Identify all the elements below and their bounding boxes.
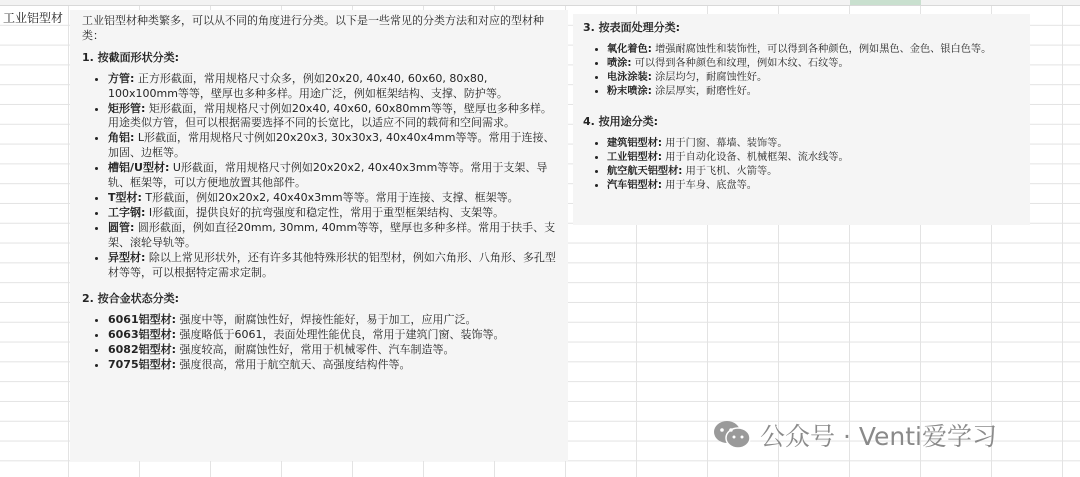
list-item: • 异型材: 除以上常见形状外，还有许多其他特殊形状的铝型材，例如六角形、八角形、多孔型材等等，可以根据特定需求定制。 — [108, 251, 558, 281]
list-item: • 6082铝型材: 强度较高，耐腐蚀性好，常用于机械零件、汽车制造等。 — [108, 343, 558, 358]
list-item: • 矩形管: 矩形截面，常用规格尺寸例如20x40, 40x60, 60x80mm等等，壁厚也多种多样。用途类似方管，但可以根据需要选择不同的长宽比，以适应不同的载荷和空间需求。 — [108, 102, 558, 132]
watermark — [712, 417, 997, 453]
list-item: • 建筑铝型材: 用于门窗、幕墙、装饰等。 — [607, 137, 1020, 151]
section-title-alloy: 2. 按合金状态分类: — [82, 292, 180, 306]
watermark-text: 公众号 · Venti爱学习 — [760, 422, 997, 451]
list-item: • 粉末喷涂: 涂层厚实，耐磨性好。 — [607, 85, 1020, 99]
usage-list — [583, 137, 1020, 193]
selected-column-header[interactable] — [850, 0, 921, 5]
list-item: • 工字钢: I形截面，提供良好的抗弯强度和稳定性，常用于重型框架结构、支架等。 — [108, 206, 558, 221]
section-title-surface: 3. 按表面处理分类: — [583, 21, 681, 34]
list-item: • 6061铝型材: 强度中等，耐腐蚀性好，焊接性能好，易于加工，应用广泛。 — [108, 313, 558, 328]
list-item: • 6063铝型材: 强度略低于6061，表面处理性能优良，常用于建筑门窗、装饰等。 — [108, 328, 558, 343]
intro-text: 工业铝型材种类繁多，可以从不同的角度进行分类。以下是一些常见的分类方法和对应的型材种类： — [82, 14, 544, 42]
wechat-icon — [712, 419, 752, 451]
list-item: • 槽铝/U型材: U形截面，常用规格尺寸例如20x20x2, 40x40x3mm等等。常用于支架、导轨、框架等，可以方便地放置其他部件。 — [108, 161, 558, 191]
list-item: • 航空航天铝型材: 用于飞机、火箭等。 — [607, 165, 1020, 179]
list-item: • T型材: T形截面，例如20x20x2, 40x40x3mm等等。常用于连接、支撑、框架等。 — [108, 191, 558, 206]
list-item: • 角铝: L形截面，常用规格尺寸例如20x20x3, 30x30x3, 40x40x4mm等等。常用于连接、加固、边框等。 — [108, 131, 558, 161]
list-item: • 工业铝型材: 用于自动化设备、机械框架、流水线等。 — [607, 151, 1020, 165]
shape-list — [82, 72, 558, 281]
column-header-strip — [0, 0, 1080, 6]
section-title-usage: 4. 按用途分类: — [583, 115, 659, 129]
answer-card-left — [70, 10, 568, 461]
list-item: • 7075铝型材: 强度很高，常用于航空航天、高强度结构件等。 — [108, 358, 558, 373]
list-item: • 氧化着色: 增强耐腐蚀性和装饰性，可以得到各种颜色，例如黑色、金色、银白色等。 — [607, 43, 1020, 57]
surface-list — [583, 43, 1020, 99]
list-item: • 汽车铝型材: 用于车身、底盘等。 — [607, 179, 1020, 193]
answer-card-right — [573, 14, 1030, 225]
alloy-list — [82, 313, 558, 373]
list-item: • 方管: 正方形截面，常用规格尺寸众多，例如20x20, 40x40, 60x60, 80x80, 100x100mm等等，壁厚也多种多样。用途广泛，例如框架结构、支撑、防护等。 — [108, 72, 558, 102]
list-item: • 圆管: 圆形截面，例如直径20mm, 30mm, 40mm等等，壁厚也多种多样。常用于扶手、支架、滚轮导轨等。 — [108, 221, 558, 251]
list-item: • 喷涂: 可以得到各种颜色和纹理，例如木纹、石纹等。 — [607, 57, 1020, 71]
section-title-shape: 1. 按截面形状分类: — [82, 50, 180, 64]
cell-a1[interactable]: 工业铝型材 — [3, 11, 64, 25]
list-item: • 电泳涂装: 涂层均匀，耐腐蚀性好。 — [607, 71, 1020, 85]
